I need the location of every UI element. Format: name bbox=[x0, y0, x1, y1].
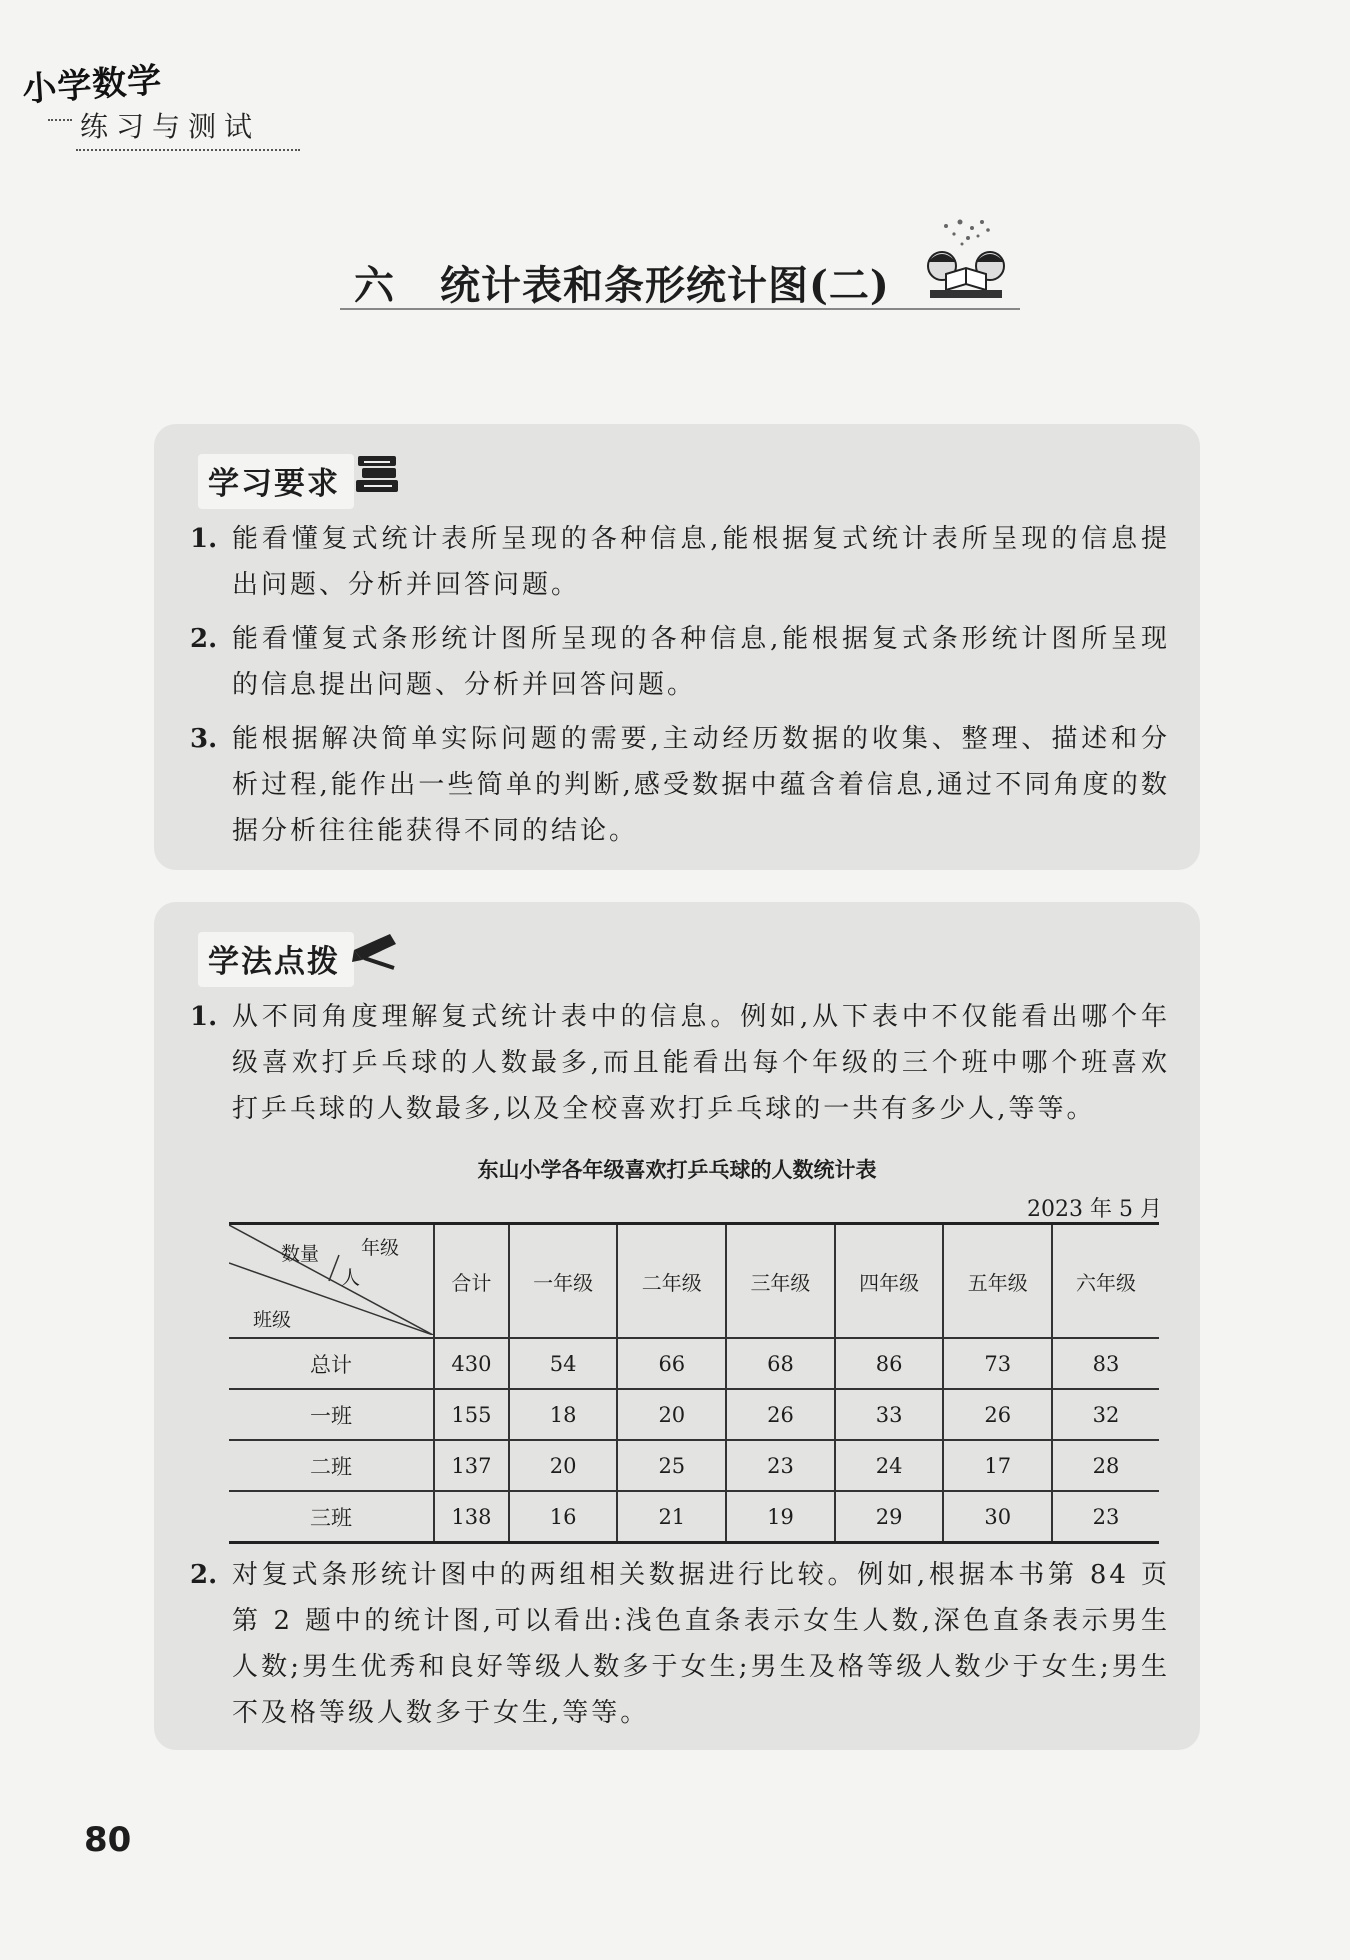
table-date: 2023 年 5 月 bbox=[1027, 1197, 1162, 1222]
table-cell: 24 bbox=[835, 1440, 944, 1491]
table-cell: 25 bbox=[617, 1440, 726, 1491]
table-cell: 137 bbox=[434, 1440, 509, 1491]
item-number: 1. bbox=[190, 1002, 218, 1032]
table-header-row bbox=[229, 1224, 1159, 1339]
corner-label-class: 班级 bbox=[253, 1309, 292, 1331]
table-cell: 430 bbox=[434, 1338, 509, 1389]
requirements-panel bbox=[154, 424, 1200, 870]
item-text: 对复式条形统计图中的两组相关数据进行比较。例如,根据本书第 84 页第 2 题中的统计图,可以看出:浅色直条表示女生人数,深色直条表示男生人数;男生优秀和良好等级人数多于女生;男生及格等级人数少于女生;男生不及格等级人数多于女生,等等。 bbox=[232, 1560, 1170, 1728]
item-number: 2. bbox=[190, 1560, 218, 1590]
pencil-icon bbox=[350, 928, 400, 978]
requirement-item-3 bbox=[190, 716, 1170, 854]
tips-heading: 学法点拨 bbox=[198, 932, 354, 987]
table-cell: 86 bbox=[835, 1338, 944, 1389]
column-header: 五年级 bbox=[943, 1224, 1052, 1339]
item-text: 能根据解决简单实际问题的需要,主动经历数据的收集、整理、描述和分析过程,能作出一些简单的判断,感受数据中蕴含着信息,通过不同角度的数据分析往往能获得不同的结论。 bbox=[232, 724, 1170, 846]
table-cell: 73 bbox=[943, 1338, 1052, 1389]
stats-table bbox=[229, 1222, 1159, 1544]
table-row bbox=[229, 1491, 1159, 1543]
book-brand bbox=[21, 60, 334, 157]
table-cell: 32 bbox=[1052, 1389, 1159, 1440]
book-stack-icon bbox=[354, 450, 402, 500]
table-cell: 83 bbox=[1052, 1338, 1159, 1389]
column-header: 二年级 bbox=[617, 1224, 726, 1339]
table-cell: 28 bbox=[1052, 1440, 1159, 1491]
table-row bbox=[229, 1338, 1159, 1389]
item-number: 3. bbox=[190, 724, 218, 754]
table-corner-header bbox=[229, 1224, 434, 1339]
column-header: 六年级 bbox=[1052, 1224, 1159, 1339]
table-caption: 东山小学各年级喜欢打乒乓球的人数统计表 bbox=[477, 1158, 877, 1182]
table-cell: 33 bbox=[835, 1389, 944, 1440]
table-cell: 30 bbox=[943, 1491, 1052, 1543]
requirement-item-1 bbox=[190, 516, 1170, 608]
table-cell: 26 bbox=[943, 1389, 1052, 1440]
corner-label-person: 人 bbox=[341, 1267, 361, 1289]
table-row bbox=[229, 1389, 1159, 1440]
table-cell: 23 bbox=[1052, 1491, 1159, 1543]
page-number: 80 bbox=[84, 1820, 132, 1860]
kids-reading-icon bbox=[916, 216, 1016, 304]
table-cell: 155 bbox=[434, 1389, 509, 1440]
requirements-heading: 学习要求 bbox=[198, 454, 354, 509]
tips-panel bbox=[154, 902, 1200, 1750]
table-cell: 29 bbox=[835, 1491, 944, 1543]
table-cell: 20 bbox=[617, 1389, 726, 1440]
row-label: 总计 bbox=[310, 1352, 352, 1377]
table-cell: 26 bbox=[726, 1389, 835, 1440]
item-text: 能看懂复式统计表所呈现的各种信息,能根据复式统计表所呈现的信息提出问题、分析并回答问题。 bbox=[232, 524, 1170, 600]
item-number: 1. bbox=[190, 524, 218, 554]
table-cell: 66 bbox=[617, 1338, 726, 1389]
table-cell: 138 bbox=[434, 1491, 509, 1543]
item-number: 2. bbox=[190, 624, 218, 654]
table-cell: 20 bbox=[509, 1440, 618, 1491]
brand-title: 小学数学 bbox=[21, 60, 164, 111]
table-cell: 19 bbox=[726, 1491, 835, 1543]
column-header: 三年级 bbox=[726, 1224, 835, 1339]
item-text: 能看懂复式条形统计图所呈现的各种信息,能根据复式条形统计图所呈现的信息提出问题、分析并回答问题。 bbox=[232, 624, 1170, 700]
column-header: 一年级 bbox=[509, 1224, 618, 1339]
chapter-name: 统计表和条形统计图(二) bbox=[440, 262, 890, 309]
table-cell: 17 bbox=[943, 1440, 1052, 1491]
table-cell: 23 bbox=[726, 1440, 835, 1491]
tip-item-2 bbox=[190, 1552, 1170, 1736]
table-cell: 21 bbox=[617, 1491, 726, 1543]
table-cell: 68 bbox=[726, 1338, 835, 1389]
brand-subtitle: 练习与测试 bbox=[76, 105, 300, 151]
table-cell: 54 bbox=[509, 1338, 618, 1389]
table-cell: 16 bbox=[509, 1491, 618, 1543]
corner-label-quantity: 数量 bbox=[281, 1243, 320, 1265]
row-label: 二班 bbox=[310, 1454, 352, 1479]
table-cell: 18 bbox=[509, 1389, 618, 1440]
row-label: 一班 bbox=[310, 1403, 352, 1428]
table-row bbox=[229, 1440, 1159, 1491]
tip-item-1 bbox=[190, 994, 1170, 1132]
column-header: 合计 bbox=[434, 1224, 509, 1339]
requirement-item-2 bbox=[190, 616, 1170, 708]
column-header: 四年级 bbox=[835, 1224, 944, 1339]
row-label: 三班 bbox=[310, 1505, 352, 1530]
corner-label-grade: 年级 bbox=[361, 1237, 400, 1259]
item-text: 从不同角度理解复式统计表中的信息。例如,从下表中不仅能看出哪个年级喜欢打乒乓球的人数最多,而且能看出每个年级的三个班中哪个班喜欢打乒乓球的人数最多,以及全校喜欢打乒乓球的一共有多少人,等等。 bbox=[232, 1002, 1170, 1124]
chapter-number: 六 bbox=[354, 262, 394, 309]
